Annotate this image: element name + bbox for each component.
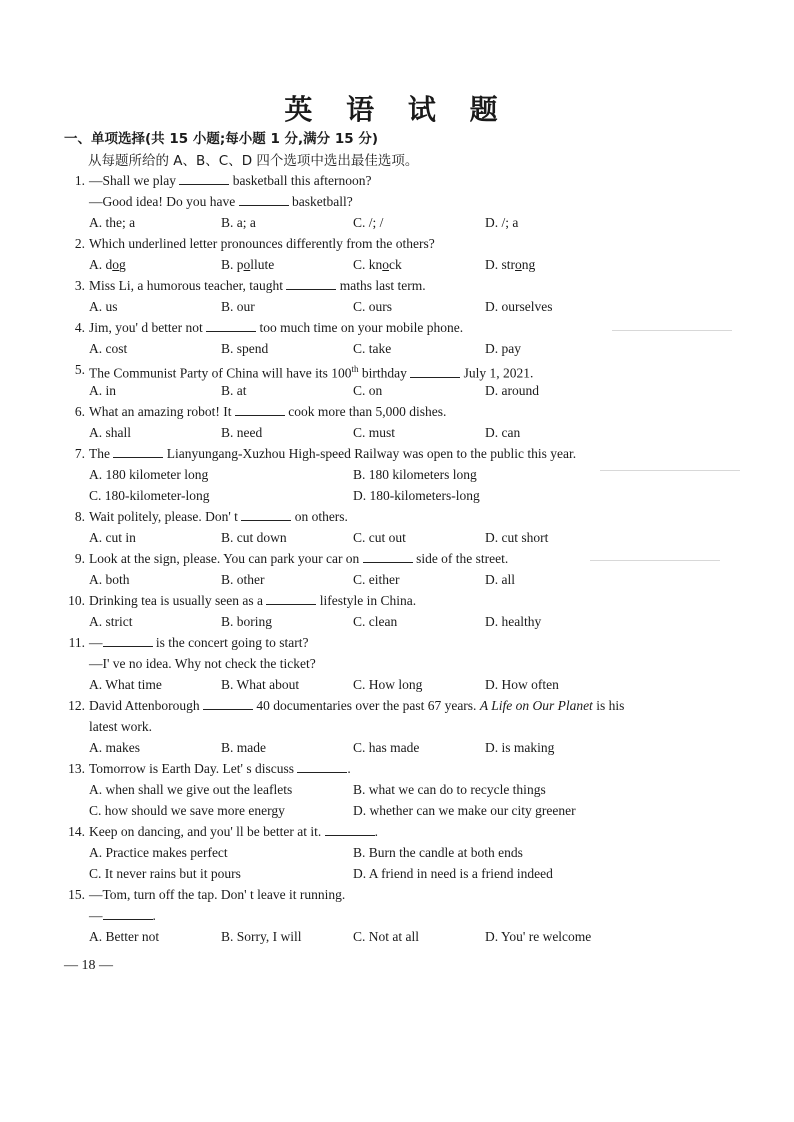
option-b[interactable]: B. cut down [221, 530, 287, 545]
option-b[interactable]: B. boring [221, 614, 273, 629]
superscript: th [351, 364, 359, 374]
text-run: Miss Li, a humorous teacher, taught [89, 278, 287, 293]
text-run: maths last term. [336, 278, 426, 293]
text-run: Tomorrow is Earth Day. Let' s discuss [89, 761, 298, 776]
option-a[interactable]: A. strict [89, 614, 133, 629]
option-c[interactable]: C. 180-kilometer-long [89, 488, 210, 503]
text-run: is his [592, 698, 625, 713]
question-number: 5. [74, 362, 85, 377]
option-d[interactable]: D. You' re welcome [485, 929, 592, 944]
question-text [89, 886, 345, 903]
page-number: — 18 — [64, 958, 113, 973]
option-c[interactable]: C. either [353, 572, 400, 587]
question-text [89, 718, 152, 735]
option-b[interactable]: B. Sorry, I will [221, 929, 302, 944]
question-number: 12. [68, 698, 85, 713]
option-b[interactable]: B. a; a [221, 215, 256, 230]
option-d[interactable]: D. pay [485, 341, 521, 356]
answer-blank[interactable] [113, 446, 163, 458]
answer-blank[interactable] [410, 366, 460, 378]
answer-blank[interactable] [325, 824, 375, 836]
option-d[interactable]: D. strong [485, 257, 536, 272]
question-text [89, 697, 624, 714]
text-run: lifestyle in China. [316, 593, 417, 608]
option-c[interactable]: C. must [353, 425, 396, 440]
question-text [89, 361, 533, 382]
answer-blank[interactable] [266, 593, 316, 605]
option-a[interactable]: A. What time [89, 677, 162, 692]
text-run: What an amazing robot! It [89, 404, 235, 419]
text-run: Keep on dancing, and you' ll be better at it. [89, 824, 325, 839]
question-text [89, 319, 463, 336]
option-b[interactable]: B. What about [221, 677, 300, 692]
text-run: —Tom, turn off the tap. Don' t leave it running. [89, 887, 346, 902]
question-text [89, 550, 508, 567]
option-b[interactable]: B. need [221, 425, 263, 440]
question-text [89, 760, 351, 777]
question-text [89, 634, 308, 651]
text-run: . [347, 761, 351, 776]
option-a[interactable]: A. both [89, 572, 130, 587]
section-heading: 一、单项选择(共 15 小题;每小题 1 分,满分 15 分) [64, 131, 379, 147]
option-c[interactable]: C. It never rains but it pours [89, 866, 241, 881]
question-text [89, 508, 348, 525]
question-text [89, 823, 378, 840]
text-run: Lianyungang-Xuzhou High-speed Railway was open to the public this year. [163, 446, 577, 461]
question-text [89, 403, 446, 420]
option-b[interactable]: B. pollute [221, 257, 275, 272]
text-run: basketball? [288, 194, 353, 209]
text-run: basketball this afternoon? [229, 173, 372, 188]
option-a[interactable]: A. us [89, 299, 118, 314]
option-d[interactable]: D. ourselves [485, 299, 553, 314]
answer-blank[interactable] [179, 173, 229, 185]
question-number: 4. [74, 320, 85, 335]
answer-blank[interactable] [235, 404, 285, 416]
text-run: cook more than 5,000 dishes. [284, 404, 447, 419]
option-b[interactable]: B. at [221, 383, 247, 398]
text-run: is the concert going to start? [152, 635, 309, 650]
option-a[interactable]: A. dog [89, 257, 126, 272]
question-text [89, 592, 416, 609]
option-a[interactable]: A. Practice makes perfect [89, 845, 228, 860]
question-text [89, 172, 371, 189]
option-a[interactable]: A. makes [89, 740, 140, 755]
option-d[interactable]: D. around [485, 383, 539, 398]
option-d[interactable]: D. whether can we make our city greener [353, 803, 576, 818]
question-number: 8. [74, 509, 85, 524]
text-run: —I' ve no idea. Why not check the ticket? [89, 656, 316, 671]
option-a[interactable]: A. the; a [89, 215, 136, 230]
option-b[interactable]: B. spend [221, 341, 269, 356]
text-run: Wait politely, please. Don' t [89, 509, 242, 524]
answer-blank[interactable] [297, 761, 347, 773]
option-a[interactable]: A. cost [89, 341, 128, 356]
option-a[interactable]: A. cut in [89, 530, 136, 545]
option-a[interactable]: A. in [89, 383, 116, 398]
question-number: 2. [74, 236, 85, 251]
option-c[interactable]: C. has made [353, 740, 420, 755]
text-run: Drinking tea is usually seen as a [89, 593, 267, 608]
option-a[interactable]: A. shall [89, 425, 131, 440]
text-run: . [374, 824, 378, 839]
option-c[interactable]: C. clean [353, 614, 398, 629]
question-text [89, 193, 353, 210]
text-run: birthday [358, 365, 411, 381]
answer-blank[interactable] [286, 278, 336, 290]
option-d[interactable]: D. cut short [485, 530, 549, 545]
text-run: Jim, you' d better not [89, 320, 207, 335]
question-number: 7. [74, 446, 85, 461]
section-instruction: 从每题所给的 A、B、C、D 四个选项中选出最佳选项。 [88, 153, 419, 169]
option-b[interactable]: B. our [221, 299, 255, 314]
text-run: side of the street. [412, 551, 509, 566]
page-title: 英 语 试 题 [284, 93, 510, 126]
option-d[interactable]: D. healthy [485, 614, 542, 629]
option-b[interactable]: B. 180 kilometers long [353, 467, 477, 482]
question-text [89, 907, 156, 924]
option-a[interactable]: A. when shall we give out the leaflets [89, 782, 293, 797]
question-number: 11. [68, 635, 85, 650]
option-d[interactable]: D. can [485, 425, 521, 440]
question-number: 1. [74, 173, 85, 188]
question-number: 9. [74, 551, 85, 566]
question-text [89, 277, 426, 294]
question-number: 6. [74, 404, 85, 419]
text-run: David Attenborough [89, 698, 203, 713]
option-b[interactable]: B. Burn the candle at both ends [353, 845, 523, 860]
answer-blank[interactable] [103, 908, 153, 920]
question-number: 3. [74, 278, 85, 293]
option-c[interactable]: C. knock [353, 257, 402, 272]
option-b[interactable]: B. what we can do to recycle things [353, 782, 546, 797]
option-d[interactable]: D. /; a [485, 215, 519, 230]
answer-blank[interactable] [363, 551, 413, 563]
question-number: 15. [68, 887, 85, 902]
question-number: 10. [68, 593, 85, 608]
answer-blank[interactable] [206, 320, 256, 332]
text-run: —Good idea! Do you have [89, 194, 239, 209]
text-run: — [89, 908, 103, 923]
option-d[interactable]: D. How often [485, 677, 559, 692]
option-c[interactable]: C. Not at all [353, 929, 419, 944]
option-d[interactable]: D. is making [485, 740, 555, 755]
text-run: . [152, 908, 156, 923]
option-a[interactable]: A. Better not [89, 929, 160, 944]
option-d[interactable]: D. A friend in need is a friend indeed [353, 866, 553, 881]
option-c[interactable]: C. take [353, 341, 392, 356]
text-run: 40 documentaries over the past 67 years. [253, 698, 480, 713]
option-c[interactable]: C. cut out [353, 530, 406, 545]
option-c[interactable]: C. how should we save more energy [89, 803, 285, 818]
question-text [89, 655, 316, 672]
option-c[interactable]: C. on [353, 383, 383, 398]
option-a[interactable]: A. 180 kilometer long [89, 467, 209, 482]
text-run: Which underlined letter pronounces differently from the others? [89, 236, 435, 251]
question-text [89, 445, 576, 462]
option-c[interactable]: C. /; / [353, 215, 384, 230]
text-run: The Communist Party of China will have its 100 [89, 365, 352, 381]
option-d[interactable]: D. all [485, 572, 515, 587]
text-run: The [89, 446, 114, 461]
text-run: July 1, 2021. [460, 365, 534, 381]
option-b[interactable]: B. made [221, 740, 266, 755]
text-run: on others. [291, 509, 348, 524]
option-c[interactable]: C. How long [353, 677, 423, 692]
answer-blank[interactable] [239, 194, 289, 206]
text-run: Look at the sign, please. You can park your car on [89, 551, 363, 566]
option-c[interactable]: C. ours [353, 299, 393, 314]
option-b[interactable]: B. other [221, 572, 265, 587]
answer-blank[interactable] [103, 635, 153, 647]
question-number: 14. [68, 824, 85, 839]
question-number: 13. [68, 761, 85, 776]
answer-blank[interactable] [241, 509, 291, 521]
text-run: latest work. [89, 719, 152, 734]
option-d[interactable]: D. 180-kilometers-long [353, 488, 480, 503]
text-run: —Shall we play [89, 173, 180, 188]
answer-blank[interactable] [203, 698, 253, 710]
question-text [89, 235, 435, 252]
text-run: too much time on your mobile phone. [256, 320, 464, 335]
text-run: — [89, 635, 103, 650]
book-title: A Life on Our Planet [479, 698, 593, 713]
